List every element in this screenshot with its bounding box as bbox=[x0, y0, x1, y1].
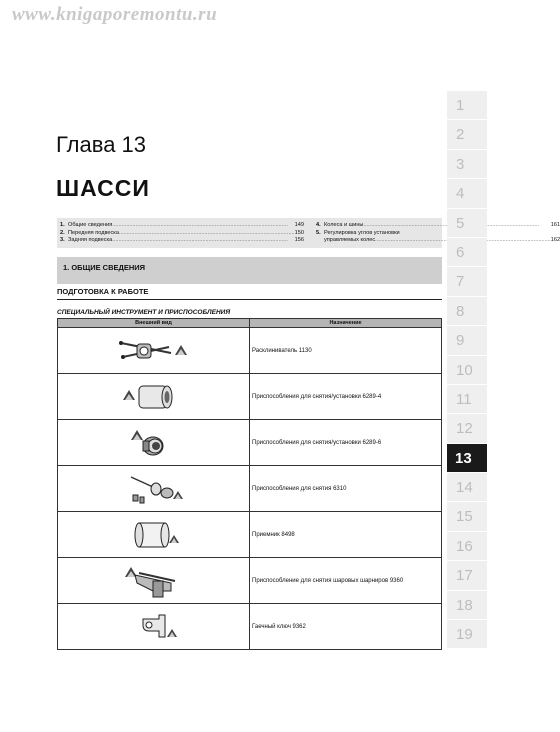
tool-description: Приспособления для снятия 6310 bbox=[250, 466, 442, 512]
tool-image-cell bbox=[58, 420, 250, 466]
tool-image-cell bbox=[58, 512, 250, 558]
chapter-tab-13[interactable]: 13 bbox=[447, 444, 487, 473]
ball-joint-puller-icon bbox=[109, 561, 199, 601]
chapter-tab-7[interactable]: 7 bbox=[447, 267, 487, 296]
chapter-tab-19[interactable]: 19 bbox=[447, 620, 487, 649]
tool-description: Приспособления для снятия/установки 6289-6 bbox=[250, 420, 442, 466]
table-caption: СПЕЦИАЛЬНЫЙ ИНСТРУМЕНТ И ПРИСПОСОБЛЕНИЯ bbox=[57, 309, 231, 316]
table-of-contents bbox=[57, 218, 560, 248]
subsection-heading: ПОДГОТОВКА К РАБОТЕ bbox=[57, 287, 442, 300]
toc-item[interactable]: 1. Общие сведения ..... 149 bbox=[60, 222, 304, 230]
table-row bbox=[58, 420, 442, 466]
chapter-tab-12[interactable]: 12 bbox=[447, 414, 487, 443]
chapter-tab-1[interactable]: 1 bbox=[447, 91, 487, 120]
chapter-tab-8[interactable]: 8 bbox=[447, 297, 487, 326]
tool-description: Гаечный ключ 9362 bbox=[250, 604, 442, 650]
tool-description: Приемник 8498 bbox=[250, 512, 442, 558]
table-row bbox=[58, 558, 442, 604]
table-row bbox=[58, 466, 442, 512]
toc-column-left bbox=[60, 222, 304, 244]
table-row bbox=[58, 604, 442, 650]
sleeve-tool-icon bbox=[109, 378, 199, 416]
toc-item[interactable]: 4. Колеса и шины ..... 161 bbox=[316, 222, 560, 230]
chapter-tab-17[interactable]: 17 bbox=[447, 561, 487, 590]
chapter-tab-5[interactable]: 5 bbox=[447, 209, 487, 238]
section-heading: 1. ОБЩИЕ СВЕДЕНИЯ bbox=[57, 257, 442, 284]
removal-kit-icon bbox=[109, 469, 199, 509]
header-appearance: Внешний вид bbox=[58, 319, 250, 328]
header-purpose: Назначение bbox=[250, 319, 442, 328]
toc-item[interactable]: 2. Передняя подвеска ..... 150 bbox=[60, 230, 304, 238]
chapter-tab-10[interactable]: 10 bbox=[447, 356, 487, 385]
table-row bbox=[58, 512, 442, 558]
tool-image-cell bbox=[58, 328, 250, 374]
toc-item[interactable]: управляемых колес ..... 162 bbox=[316, 237, 560, 245]
ring-tool-icon bbox=[109, 424, 199, 462]
chapter-tab-14[interactable]: 14 bbox=[447, 473, 487, 502]
toc-column-right bbox=[316, 222, 560, 244]
toc-item[interactable]: 3. Задняя подвеска ..... 156 bbox=[60, 237, 304, 245]
chapter-tab-16[interactable]: 16 bbox=[447, 532, 487, 561]
watermark: www.knigaporemontu.ru bbox=[12, 4, 218, 25]
chapter-tab-18[interactable]: 18 bbox=[447, 591, 487, 620]
wrench-icon bbox=[109, 607, 199, 647]
chapter-tabs bbox=[447, 91, 487, 649]
chapter-title: Глава 13 bbox=[56, 132, 147, 157]
tool-image-cell bbox=[58, 558, 250, 604]
tool-image-cell bbox=[58, 374, 250, 420]
receiver-cup-icon bbox=[109, 515, 199, 555]
table-row bbox=[58, 328, 442, 374]
chapter-tab-2[interactable]: 2 bbox=[447, 120, 487, 149]
chapter-tab-11[interactable]: 11 bbox=[447, 385, 487, 414]
table-header-row bbox=[58, 319, 442, 328]
tool-image-cell bbox=[58, 466, 250, 512]
chapter-tab-9[interactable]: 9 bbox=[447, 326, 487, 355]
table-row bbox=[58, 374, 442, 420]
chapter-tab-15[interactable]: 15 bbox=[447, 502, 487, 531]
tools-table bbox=[57, 318, 442, 650]
chapter-tab-6[interactable]: 6 bbox=[447, 238, 487, 267]
spreader-tool-icon bbox=[109, 333, 199, 369]
tool-description: Приспособления для снятия/установки 6289-4 bbox=[250, 374, 442, 420]
tool-description: Приспособление для снятия шаровых шарниров 9360 bbox=[250, 558, 442, 604]
chapter-tab-3[interactable]: 3 bbox=[447, 150, 487, 179]
tool-description: Расклиниватель 1130 bbox=[250, 328, 442, 374]
toc-item[interactable]: 5. Регулировка углов установки bbox=[315, 229, 400, 236]
tool-image-cell bbox=[58, 604, 250, 650]
chapter-tab-4[interactable]: 4 bbox=[447, 179, 487, 208]
chapter-name: ШАССИ bbox=[56, 175, 150, 201]
